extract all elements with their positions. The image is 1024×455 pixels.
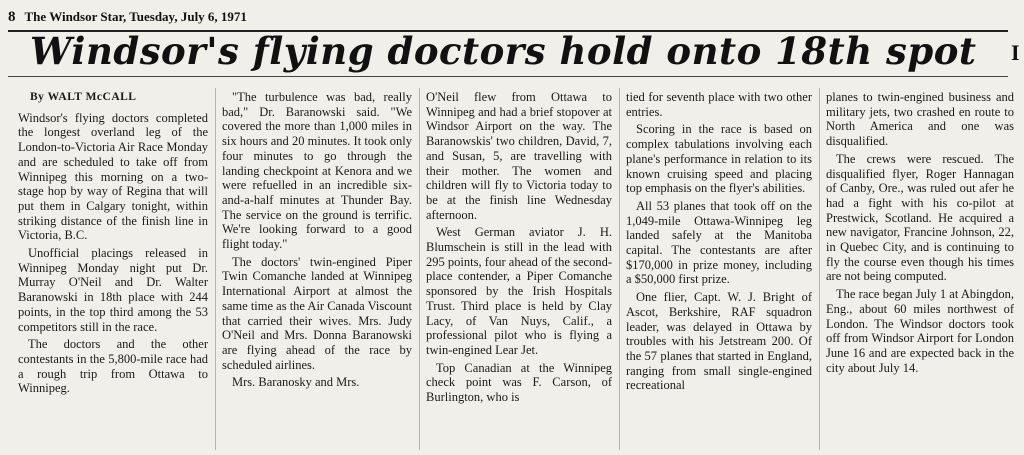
article-column-1 (18, 90, 208, 450)
paragraph: tied for seventh place with two other entries. (626, 90, 812, 119)
paragraph: West German aviator J. H. Blumschein is still in the lead with 295 points, four ahead of the second-place contender, a Piper Comanche sponsored by the Irish Hospitals Trust. Third place is held by Clay Lacy, of Van Nuys, Calif., a professional pilot who is flying a twin-engined Lear Jet. (426, 225, 612, 357)
headline: Windsor's flying doctors hold onto 18th spot (30, 29, 977, 73)
page-number: 8 (8, 9, 16, 25)
paragraph: planes to twin-engined business and military jets, two crashed en route to North America and one was disqualified. (826, 90, 1014, 149)
paragraph: The crews were rescued. The disqualified flyer, Roger Hannagan of Canby, Ore., was ruled out afer he had a fight with his co-pilot at Prestwick, Scotland. He acquired a new navigator, Francine Johnson, 22, in Quebec City, and is continuing to fly the course even though his times are not being computed. (826, 151, 1014, 284)
article-column-5 (826, 90, 1014, 450)
masthead-line: The Windsor Star, Tuesday, July 6, 1971 (24, 9, 247, 24)
column-divider (619, 88, 620, 450)
byline: By WALT McCALL (30, 91, 137, 103)
paragraph: Unofficial placings released in Winnipeg Monday night put Dr. Murray O'Neil and Dr. Walter Baranowski in 18th place with 244 points, in the top third among the 53 competitors still in the race. (18, 246, 208, 334)
column-divider (419, 88, 420, 450)
paragraph: Mrs. Baranosky and Mrs. (232, 375, 360, 390)
paragraph: "The turbulence was bad, really bad," Dr. Baranowski said. "We covered the more than 1,000 miles in six hours and 20 minutes. It took only four minutes to go through the landing checkpoint at Kenora and we were refuelled in an incredible six-and-a-half minutes at Thunder Bay. The service on the ground is terrific. We're looking forward to a good flight today." (222, 90, 412, 252)
paragraph: All 53 planes that took off on the 1,049-mile Ottawa-Winnipeg leg landed safely at the Manitoba capital. The contestants are after $170,000 in prize money, including a $50,000 first prize. (626, 198, 812, 287)
paragraph: Top Canadian at the Winnipeg check point was F. Carson, of Burlington, who is (426, 360, 612, 405)
paragraph: The doctors' twin-engined Piper Twin Comanche landed at Winnipeg International Airport at almost the same time as the Air Canada Viscount that carried their wives. Mrs. Judy O'Neil and Mrs. Donna Baranowski are flying ahead of the race by scheduled airlines. (222, 254, 412, 372)
article-column-2 (222, 90, 412, 450)
edge-mark: I (1011, 40, 1020, 65)
paragraph: One flier, Capt. W. J. Bright of Ascot, Berkshire, RAF squadron leader, was delayed in Ottawa by troubles with his Jetstream 200. Of the 57 planes that started in England, ranging from small single-engined recreational (626, 290, 812, 393)
paragraph: O'Neil flew from Ottawa to Winnipeg and had a brief stopover at Windsor Airport on the way. The Baranowskis' two children, David, 7, and Susan, 5, are travelling with their mother. The women and children will fly to Victoria today to be at the finish line Wednesday afternoon. (426, 90, 612, 222)
paragraph: Scoring in the race is based on complex tabulations involving each plane's performance in relation to its known cruising speed and placing top emphasis on the flyer's abilities. (626, 122, 812, 196)
paragraph: Windsor's flying doctors completed the longest overland leg of the London-to-Victoria Air Race Monday and are scheduled to take off from Winnipeg this morning on a two-stage hop by way of Regina that will put them in Calgary tonight, within striking distance of the finish line in Victoria, B.C. (18, 110, 208, 243)
article-column-3 (426, 90, 612, 450)
column-divider (819, 88, 820, 450)
paragraph: The doctors and the other contestants in the 5,800-mile race had a rough trip from Ottawa to Winnipeg. (18, 337, 208, 396)
masthead-folio (8, 9, 328, 26)
article-column-4 (626, 90, 812, 450)
paragraph: The race began July 1 at Abingdon, Eng., about 60 miles northwest of London. The Windsor doctors took off from Windsor Airport for London June 16 and are expected back in the city about July 14. (826, 287, 1014, 375)
headline-rule (8, 76, 1008, 77)
column-divider (215, 88, 216, 450)
